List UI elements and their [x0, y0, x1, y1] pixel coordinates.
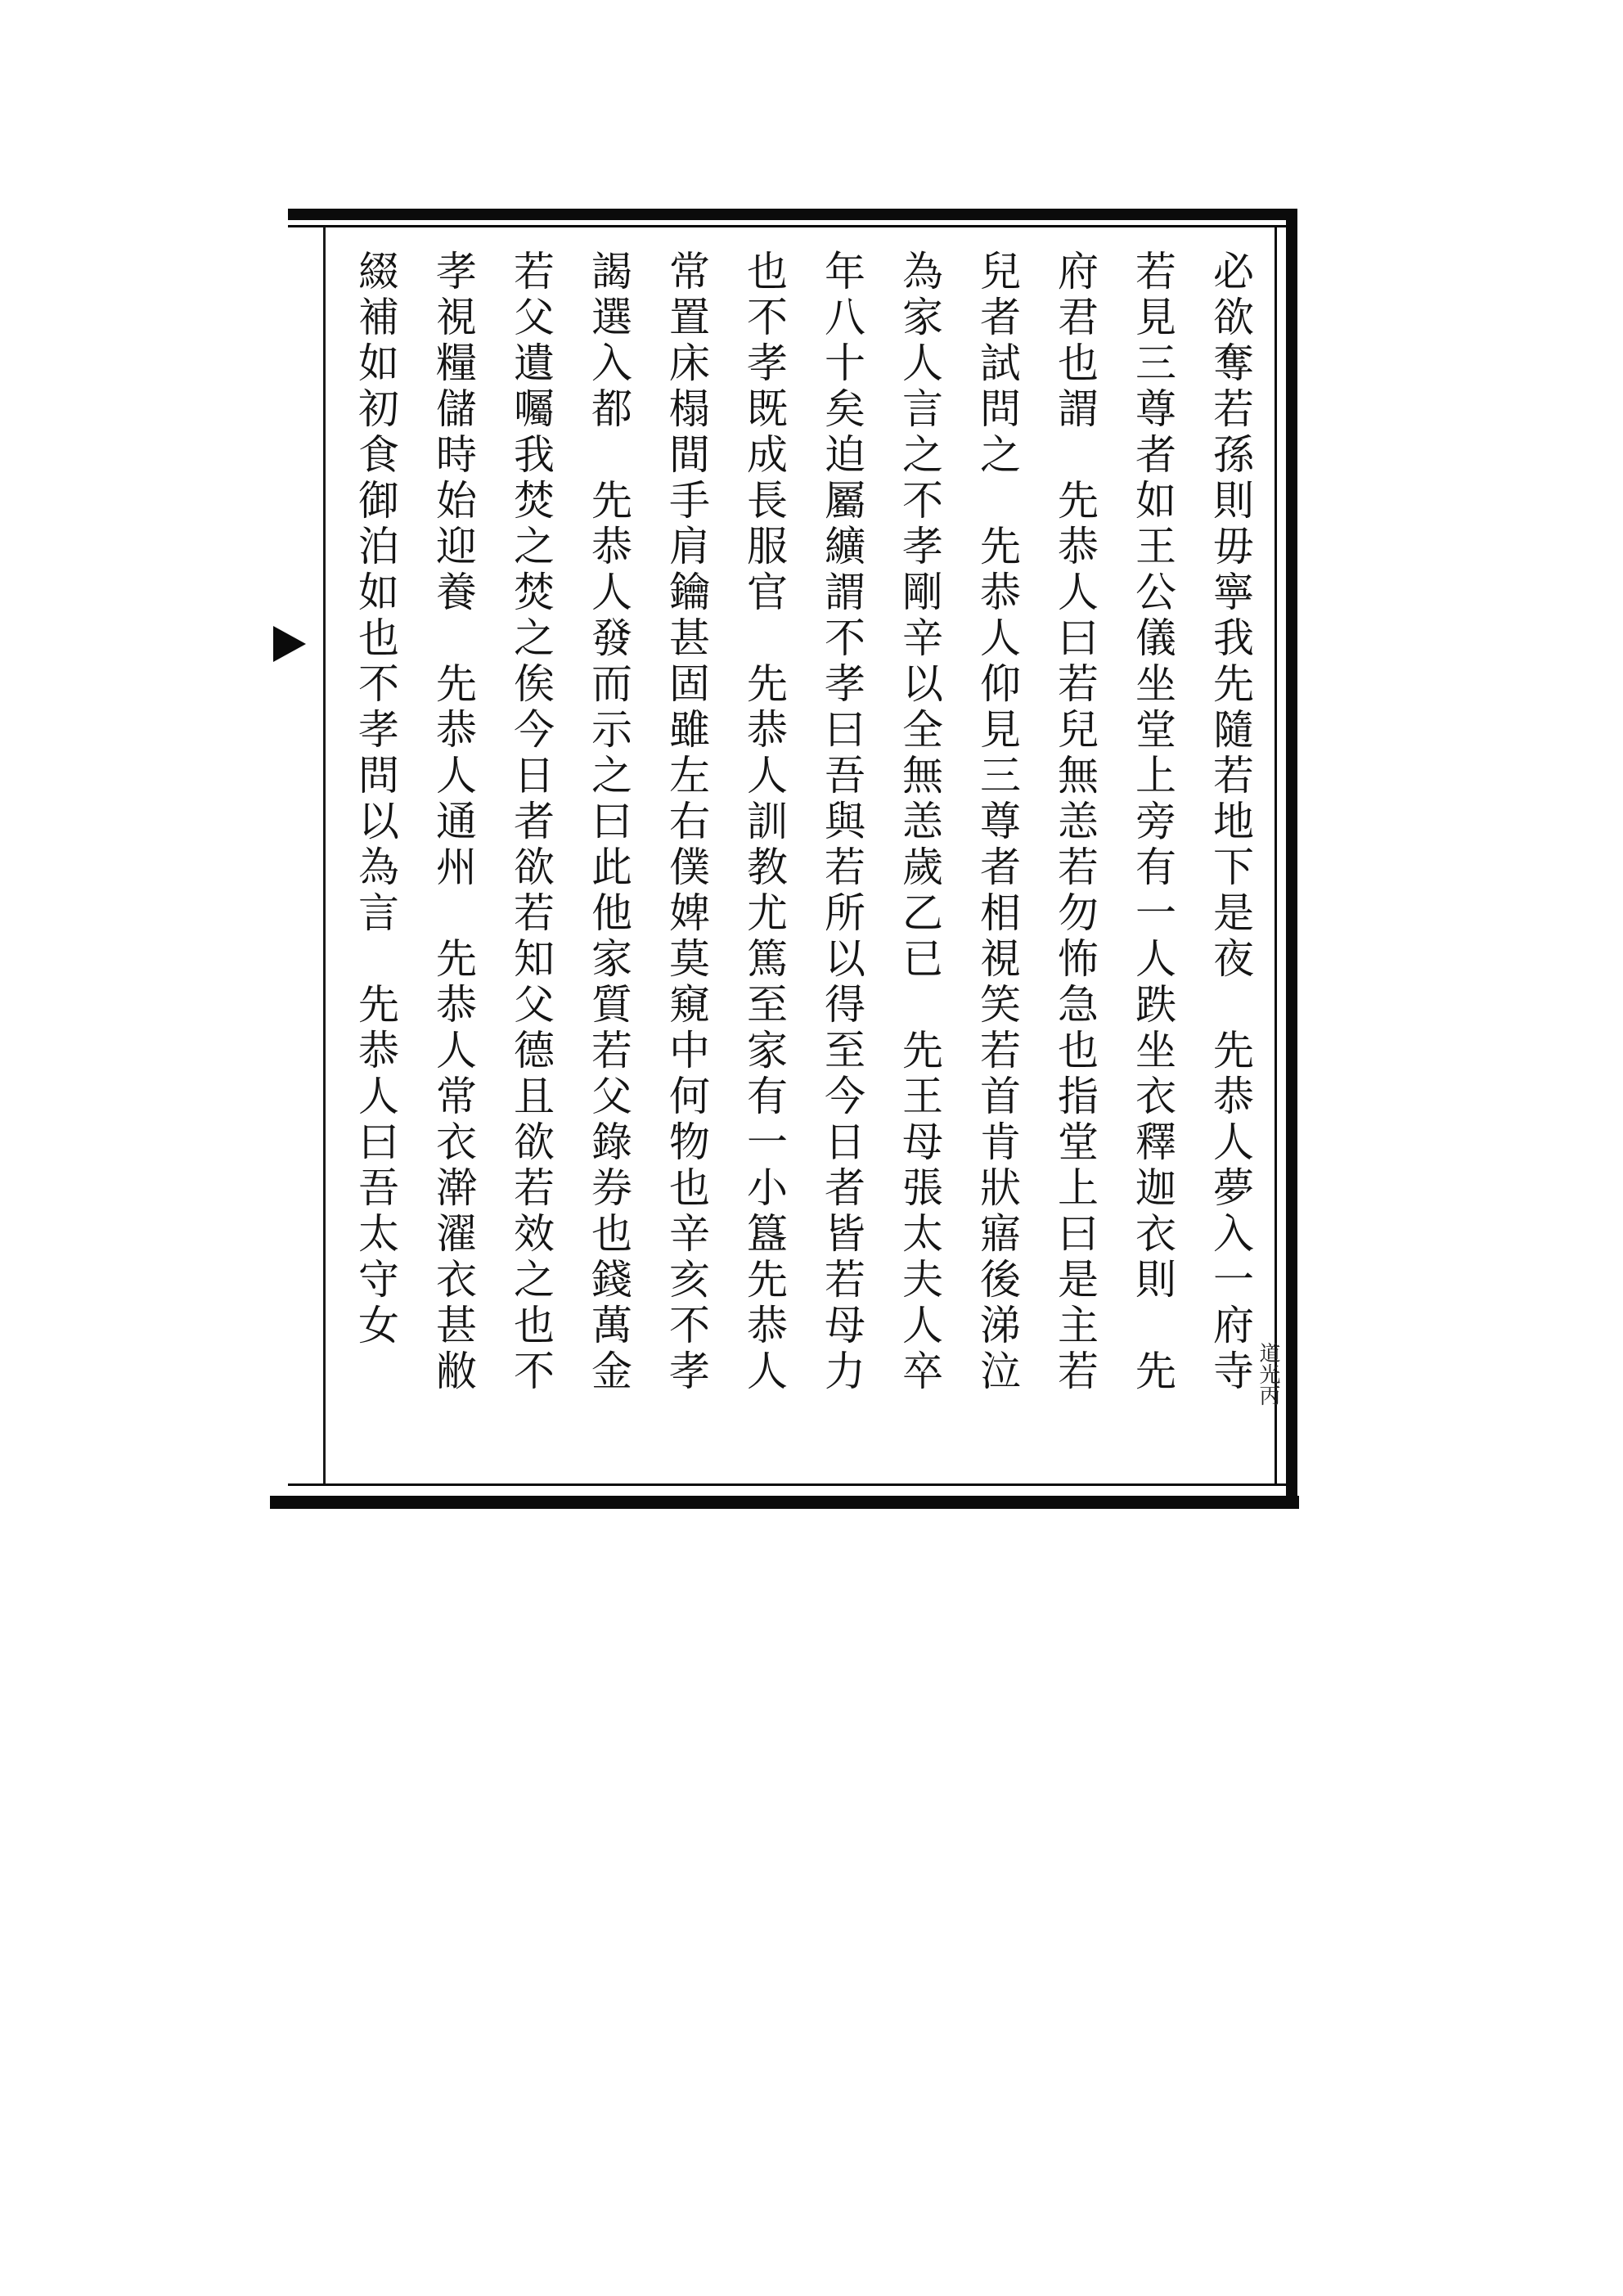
text-column: 常置床榻間手肩鑰甚固雖左右僕婢莫窺中何物也辛亥不孝 [663, 250, 710, 1395]
text-column: 府君也謂 先恭人曰若兒無恙若勿怖急也指堂上曰是主若 [1051, 250, 1099, 1395]
page-fold-edge [270, 217, 308, 1493]
text-column: 若見三尊者如王公儀坐堂上旁有一人跌坐衣釋迦衣則 先 [1129, 250, 1176, 1395]
text-column: 也不孝既成長服官 先恭人訓教尤篤至家有一小簋先恭人 [740, 250, 788, 1395]
text-column: 若父遺囑我焚之焚之俟今日者欲若知父德且欲若效之也不 [507, 250, 555, 1395]
text-column: 年八十矣迫屬纊謂不孝曰吾與若所以得至今日者皆若母力 [818, 250, 865, 1395]
margin-note: 道光丙 [1256, 1342, 1280, 1406]
bottom-thin-rule [288, 1483, 1294, 1486]
right-heavy-border [1286, 209, 1297, 1509]
text-column: 為家人言之不孝剛辛以全無恙歲乙已 先王母張太夫人卒 [896, 250, 943, 1395]
top-thin-rule [288, 225, 1294, 227]
text-column: 必欲奪若孫則毋寧我先隨若地下是夜 先恭人夢入一府寺 [1207, 250, 1254, 1395]
bottom-heavy-rule [270, 1496, 1299, 1509]
text-column: 孝視糧儲時始迎養 先恭人通州 先恭人常衣澣濯衣甚敝 [429, 250, 477, 1395]
text-column: 綴補如初食御泊如也不孝問以為言 先恭人曰吾太守女 [352, 250, 399, 1349]
top-heavy-rule [288, 209, 1294, 220]
text-body [326, 233, 1275, 1477]
book-page [270, 209, 1299, 1514]
right-thin-border [1275, 227, 1277, 1486]
text-column: 謁選入都 先恭人發而示之曰此他家質若父錄券也錢萬金 [585, 250, 632, 1395]
text-column: 兒者試問之 先恭人仰見三尊者相視笑若首肯狀寤後涕泣 [973, 250, 1021, 1395]
fishtail-mark-icon [273, 626, 306, 662]
